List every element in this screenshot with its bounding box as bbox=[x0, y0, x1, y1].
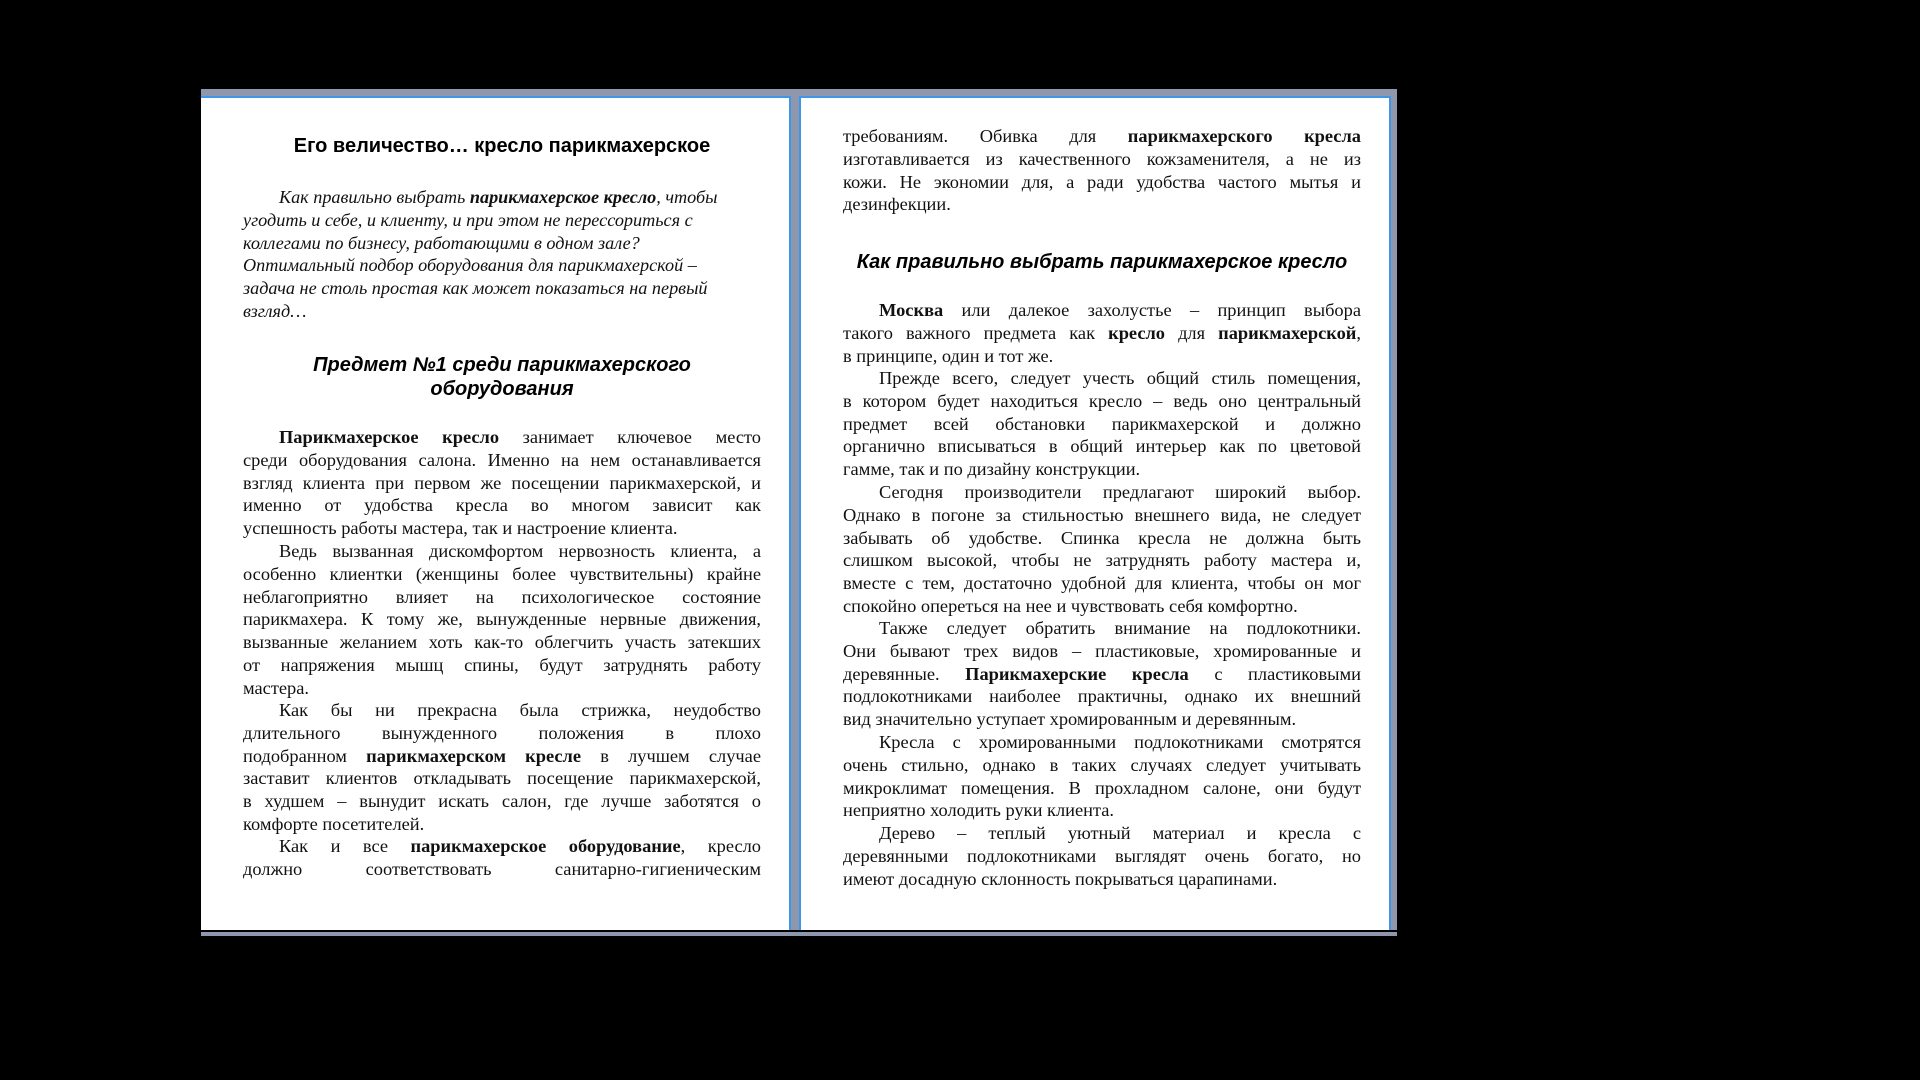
text-run: предмет всей обстановки парикмахерской и должно bbox=[843, 413, 1361, 434]
text-line bbox=[243, 563, 761, 586]
text-line bbox=[243, 608, 761, 631]
intro-paragraph bbox=[243, 186, 761, 323]
text-run: коллегами по бизнесу, работающими в одном зале? bbox=[243, 232, 640, 253]
text-run: органично вписываться в общий интерьер как по цветовой bbox=[843, 436, 1361, 457]
text-run: очень стильно, однако в таких случаях следует учитывать bbox=[843, 754, 1361, 775]
text-run: занимает ключевое место bbox=[499, 427, 761, 447]
text-run: дезинфекции. bbox=[843, 194, 951, 215]
text-line bbox=[243, 858, 761, 881]
right-paragraph-1 bbox=[843, 299, 1361, 367]
text-run: неблагоприятно влияет на психологическое состояние bbox=[243, 586, 761, 607]
text-line bbox=[243, 494, 761, 517]
text-line bbox=[243, 449, 761, 472]
text-run: угодить и себе, и клиенту, и при этом не перессориться с bbox=[243, 209, 693, 230]
left-paragraph-4 bbox=[243, 835, 761, 881]
bold-keyword: парикмахерского кресла bbox=[1127, 126, 1361, 146]
text-line bbox=[243, 472, 761, 495]
text-line bbox=[243, 790, 761, 813]
text-run: взгляд… bbox=[243, 300, 307, 321]
text-run: парикмахера. К тому же, вынужденные нервные движения, bbox=[243, 609, 761, 630]
section-heading-right: Как правильно выбрать парикмахерское кресло bbox=[856, 251, 1348, 273]
text-line bbox=[243, 209, 761, 232]
text-run: , чтобы bbox=[656, 187, 718, 207]
text-run: взгляд клиента при первом же посещении парикмахерской, и bbox=[243, 472, 761, 493]
text-line bbox=[843, 845, 1361, 868]
text-run: комфорте посетителей. bbox=[243, 813, 425, 834]
text-line bbox=[843, 390, 1361, 413]
right-paragraph-3 bbox=[843, 481, 1361, 618]
text-line bbox=[243, 835, 761, 858]
bold-keyword: кресло bbox=[1108, 322, 1165, 343]
text-run: Как бы ни прекрасна была стрижка, неудобство bbox=[279, 700, 761, 720]
left-paragraph-3 bbox=[243, 699, 761, 836]
text-run: слишком высокой, чтобы не затруднять работу мастера и, bbox=[843, 550, 1361, 571]
text-run: длительного вынужденного положения в плохо bbox=[243, 722, 761, 743]
text-line bbox=[843, 777, 1361, 800]
text-run: успешность работы мастера, так и настроение клиента. bbox=[243, 518, 678, 538]
text-run: имеют досадную склонность покрываться царапинами. bbox=[843, 868, 1278, 889]
text-run: именно от удобства кресла во многом зависит как bbox=[243, 495, 761, 516]
text-run: вид значительно уступает хромированным и деревянным. bbox=[843, 709, 1297, 729]
text-run: такого важного предмета как bbox=[843, 322, 1109, 343]
text-line bbox=[843, 504, 1361, 527]
text-run: задача не столь простая как может показаться на первый bbox=[243, 278, 708, 298]
text-run: от напряжения мышц спины, будут затруднять работу bbox=[243, 654, 761, 675]
text-run: Дерево – теплый уютный материал и кресла с bbox=[879, 823, 1361, 843]
text-line bbox=[843, 299, 1361, 322]
text-run: Также следует обратить внимание на подлокотники. bbox=[879, 618, 1361, 638]
text-line bbox=[243, 767, 761, 790]
text-run: Однако в погоне за стильностью внешнего вида, не следует bbox=[843, 504, 1361, 525]
text-line bbox=[843, 171, 1361, 194]
left-paragraph-1 bbox=[243, 426, 761, 540]
text-line bbox=[843, 125, 1361, 148]
text-run: в принципе, один и тот же. bbox=[843, 345, 1054, 366]
text-line bbox=[243, 745, 761, 768]
page-bottom-separator bbox=[201, 930, 1397, 932]
text-line bbox=[843, 345, 1361, 368]
text-line bbox=[843, 367, 1361, 390]
text-line bbox=[843, 527, 1361, 550]
section-heading-left-line-1: Предмет №1 среди парикмахерского bbox=[313, 354, 691, 376]
text-run: Как правильно выбрать bbox=[279, 187, 470, 207]
text-run: для bbox=[1165, 322, 1219, 343]
text-line bbox=[243, 813, 761, 836]
text-run: подлокотниками наиболее практичны, однако их внешний bbox=[843, 686, 1361, 707]
text-run: заставит клиентов откладывать посещение парикмахерской, bbox=[243, 768, 761, 789]
text-run: вызванные желанием хоть как-то облегчить участь затекших bbox=[243, 632, 761, 652]
text-run: требованиям. Обивка для bbox=[843, 126, 1128, 146]
text-run: забывать об удобстве. Спинка кресла не должна быть bbox=[843, 527, 1361, 548]
right-paragraph-6 bbox=[843, 822, 1361, 890]
bold-keyword: Парикмахерские кресла bbox=[965, 663, 1189, 684]
text-run: спокойно опереться на нее и чувствовать себя комфортно. bbox=[843, 595, 1298, 616]
text-line bbox=[843, 731, 1361, 754]
right-paragraph-5 bbox=[843, 731, 1361, 822]
text-line bbox=[843, 799, 1361, 822]
text-line bbox=[243, 699, 761, 722]
text-line bbox=[843, 481, 1361, 504]
text-run: подобранном bbox=[243, 745, 367, 766]
section-heading-left bbox=[243, 353, 761, 401]
text-run: с пластиковыми bbox=[1188, 663, 1361, 684]
right-continuation-paragraph bbox=[843, 125, 1361, 216]
right-paragraph-2 bbox=[843, 367, 1361, 481]
text-run: должно соответствовать санитарно-гигиеническим bbox=[243, 858, 761, 879]
text-line bbox=[243, 426, 761, 449]
text-line bbox=[843, 549, 1361, 572]
text-run: деревянные. bbox=[843, 663, 966, 684]
bold-keyword: парикмахерское кресло bbox=[469, 187, 657, 207]
bold-keyword: Москва bbox=[879, 300, 944, 320]
text-line bbox=[843, 435, 1361, 458]
text-run: в худшем – вынудит искать салон, где лучше заботятся о bbox=[243, 791, 761, 811]
text-run: особенно клиентки (женщины более чувствительны) крайне bbox=[243, 563, 761, 584]
text-run: , bbox=[1356, 322, 1361, 343]
text-run: Сегодня производители предлагают широкий выбор. bbox=[879, 482, 1361, 502]
text-line bbox=[843, 685, 1361, 708]
text-line bbox=[843, 640, 1361, 663]
text-line bbox=[843, 148, 1361, 171]
text-run: , кресло bbox=[680, 836, 762, 856]
text-line bbox=[243, 631, 761, 654]
section-heading-left-line-2: оборудования bbox=[430, 378, 574, 400]
text-line bbox=[843, 708, 1361, 731]
text-run: мастера. bbox=[243, 677, 309, 698]
text-line bbox=[243, 722, 761, 745]
text-line bbox=[243, 540, 761, 563]
text-run: Прежде всего, следует учесть общий стиль помещения, bbox=[879, 368, 1361, 388]
text-line bbox=[843, 663, 1361, 686]
text-line bbox=[243, 277, 761, 300]
right-paragraph-4 bbox=[843, 617, 1361, 731]
text-run: вместе с тем, достаточно удобной для клиента, чтобы он мог bbox=[843, 573, 1361, 593]
document-title: Его величество… кресло парикмахерское bbox=[293, 135, 711, 157]
text-line bbox=[843, 413, 1361, 436]
text-run: Оптимальный подбор оборудования для парикмахерской – bbox=[243, 255, 697, 276]
text-run: среди оборудования салона. Именно на нем останавливается bbox=[243, 449, 761, 470]
text-run: Кресла с хромированными подлокотниками смотрятся bbox=[879, 732, 1361, 752]
text-line bbox=[843, 822, 1361, 845]
text-line bbox=[243, 186, 761, 209]
text-run: в котором будет находиться кресло – ведь оно центральный bbox=[843, 390, 1361, 411]
bold-keyword: Парикмахерское кресло bbox=[279, 427, 500, 447]
bold-keyword: парикмахерское оборудование bbox=[410, 836, 681, 856]
text-line bbox=[843, 572, 1361, 595]
text-run: Как и все bbox=[279, 836, 411, 856]
text-run: неприятно холодить руки клиента. bbox=[843, 800, 1115, 821]
text-line bbox=[243, 517, 761, 540]
text-run: кожи. Не экономии для, а ради удобства частого мытья и bbox=[843, 171, 1361, 192]
bold-keyword: парикмахерской bbox=[1218, 322, 1357, 343]
text-run: или далекое захолустье – принцип выбора bbox=[943, 300, 1361, 320]
text-line bbox=[243, 232, 761, 255]
text-line bbox=[843, 193, 1361, 216]
bold-keyword: парикмахерском кресле bbox=[366, 745, 582, 766]
text-line bbox=[243, 586, 761, 609]
text-line bbox=[843, 322, 1361, 345]
text-line bbox=[843, 458, 1361, 481]
text-line bbox=[243, 254, 761, 277]
left-paragraph-2 bbox=[243, 540, 761, 699]
text-line bbox=[843, 595, 1361, 618]
text-run: в лучшем случае bbox=[581, 745, 762, 766]
text-line bbox=[843, 754, 1361, 777]
text-run: Они бывают трех видов – пластиковые, хромированные и bbox=[843, 640, 1361, 661]
text-run: микроклимат помещения. В прохладном салоне, они будут bbox=[843, 777, 1361, 798]
text-line bbox=[243, 654, 761, 677]
text-run: гамме, так и по дизайну конструкции. bbox=[843, 459, 1141, 479]
text-line bbox=[243, 677, 761, 700]
text-run: Ведь вызванная дискомфортом нервозность клиента, а bbox=[279, 541, 761, 561]
text-line bbox=[843, 617, 1361, 640]
text-line bbox=[843, 868, 1361, 891]
text-run: изготавливается из качественного кожзаменителя, а не из bbox=[843, 148, 1361, 169]
text-line bbox=[243, 300, 761, 323]
text-run: деревянными подлокотниками выглядят очень богато, но bbox=[843, 845, 1361, 866]
